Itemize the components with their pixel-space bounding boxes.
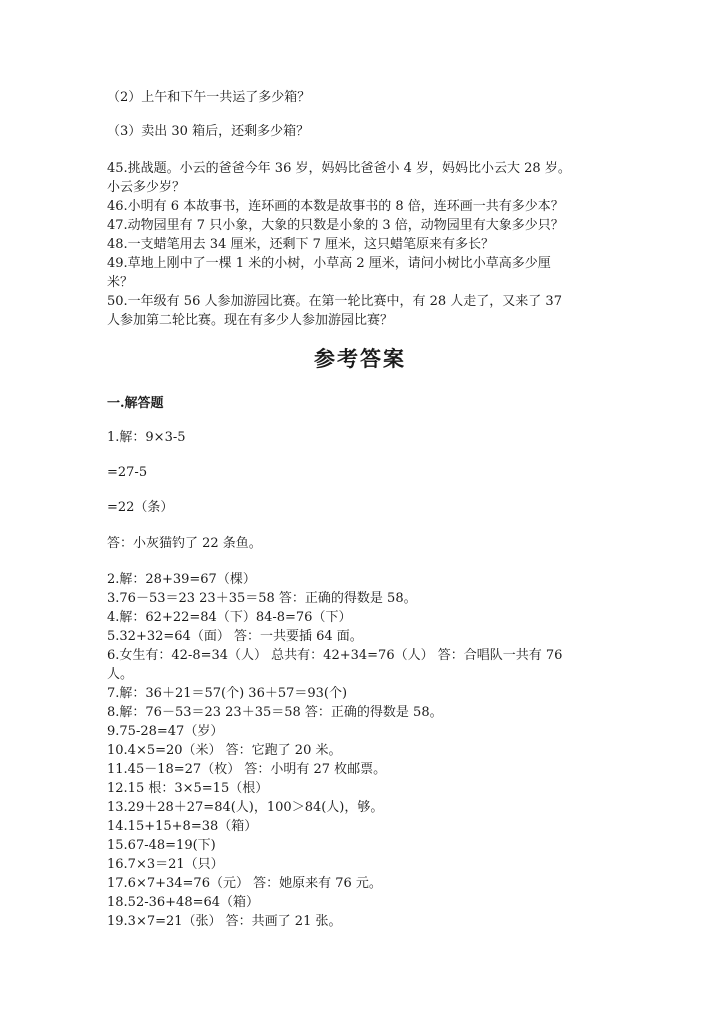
question-line: 45.挑战题。小云的爸爸今年 36 岁，妈妈比爸爸小 4 岁，妈妈比小云大 28 岁。 bbox=[107, 161, 571, 176]
answer-line: 15.67-48=19(下) bbox=[107, 838, 216, 853]
question-line: 49.草地上刚中了一棵 1 米的小树，小草高 2 厘米，请问小树比小草高多少厘 bbox=[107, 256, 551, 271]
answer-line: 4.解：62+22=84（下）84-8=76（下） bbox=[107, 610, 352, 625]
question-line: 人参加第二轮比赛。现在有多少人参加游园比赛？ bbox=[107, 313, 394, 328]
section-heading: 一.解答题 bbox=[107, 396, 164, 411]
question-line: （2）上午和下午一共运了多少箱？ bbox=[107, 90, 311, 105]
answer-line: 18.52-36+48=64（箱） bbox=[107, 895, 260, 910]
question-line: （3）卖出 30 箱后，还剩多少箱？ bbox=[107, 124, 310, 139]
answer-line: 14.15+15+8=38（箱） bbox=[107, 819, 258, 834]
question-line: 米？ bbox=[107, 275, 134, 290]
answers-title: 参考答案 bbox=[314, 346, 406, 371]
answer-line: 11.45－18=27（枚） 答：小明有 27 枚邮票。 bbox=[107, 762, 387, 777]
answer-line: 8.解：76－53＝23 23＋35＝58 答：正确的得数是 58。 bbox=[107, 705, 443, 720]
question-line: 小云多少岁？ bbox=[107, 180, 186, 195]
answer-line: 6.女生有：42-8=34（人） 总共有：42+34=76（人） 答：合唱队一共有 76 bbox=[107, 648, 563, 663]
answer-line: =22（条） bbox=[107, 500, 174, 515]
answer-line: 1.解：9×3-5 bbox=[107, 430, 186, 445]
answer-line: 9.75-28=47（岁） bbox=[107, 724, 224, 739]
answer-line: 5.32+32=64（面） 答：一共要插 64 面。 bbox=[107, 629, 363, 644]
answer-line: 人。 bbox=[107, 667, 134, 682]
answer-line: 2.解：28+39=67（棵） bbox=[107, 572, 256, 587]
answer-line: 17.6×7+34=76（元） 答：她原来有 76 元。 bbox=[107, 876, 382, 891]
answer-line: =27-5 bbox=[107, 465, 148, 480]
answer-line: 13.29＋28＋27=84(人)，100＞84(人)，够。 bbox=[107, 800, 384, 815]
question-line: 46.小明有 6 本故事书，连环画的本数是故事书的 8 倍，连环画一共有多少本？ bbox=[107, 199, 564, 214]
answer-line: 答：小灰猫钓了 22 条鱼。 bbox=[107, 536, 262, 551]
question-line: 47.动物园里有 7 只小象，大象的只数是小象的 3 倍，动物园里有大象多少只？ bbox=[107, 218, 564, 233]
answer-line: 12.15 根：3×5=15（根） bbox=[107, 781, 269, 796]
answer-line: 3.76－53＝23 23＋35＝58 答：正确的得数是 58。 bbox=[107, 591, 417, 606]
question-line: 50.一年级有 56 人参加游园比赛。在第一轮比赛中，有 28 人走了，又来了 37 bbox=[107, 294, 562, 309]
answer-line: 16.7×3＝21（只） bbox=[107, 857, 224, 872]
answer-line: 7.解：36＋21＝57(个) 36＋57＝93(个) bbox=[107, 686, 348, 701]
answer-line: 10.4×5=20（米） 答：它跑了 20 米。 bbox=[107, 743, 342, 758]
question-line: 48.一支蜡笔用去 34 厘米，还剩下 7 厘米，这只蜡笔原来有多长？ bbox=[107, 237, 495, 252]
answer-line: 19.3×7=21（张） 答：共画了 21 张。 bbox=[107, 914, 342, 929]
